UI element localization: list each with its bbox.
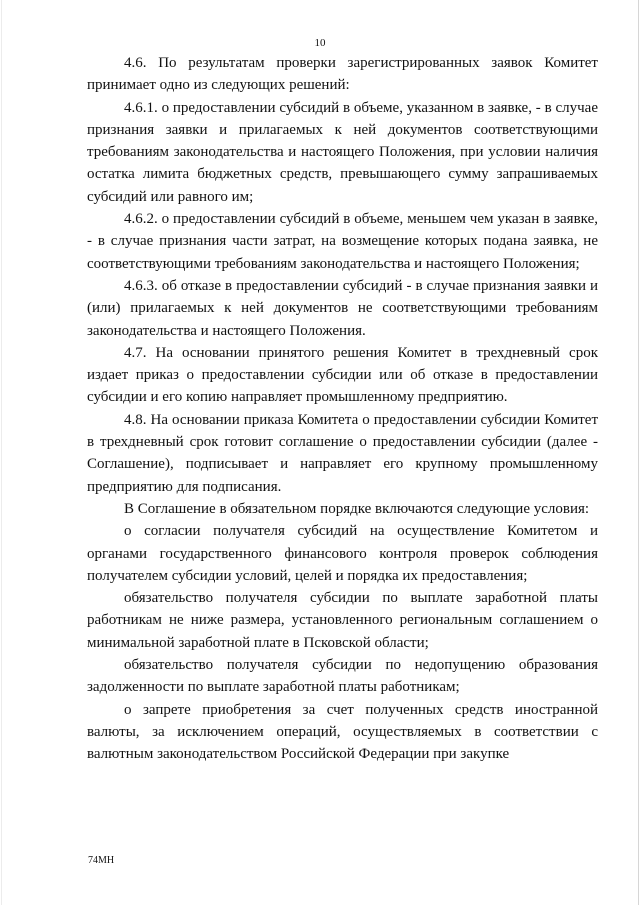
paragraph-condition-minimum-wage: обязательство получателя субсидии по выплате заработной платы работникам не ниже размера, установленного региональным соглашением о минимальной заработной плате в Псковской области;	[87, 590, 598, 651]
paragraph-4-6: 4.6. По результатам проверки зарегистрированных заявок Комитет принимает одно из следующих решений:	[87, 55, 598, 94]
page-number: 10	[314, 37, 326, 49]
paragraph-agreement-conditions-intro: В Соглашение в обязательном порядке включаются следующие условия:	[124, 500, 590, 517]
paragraph-condition-consent-to-inspections: о согласии получателя субсидий на осуществление Комитетом и органами государственного финансового контроля проверок соблюдения получателем субсидии условий, целей и порядка их предоставления;	[87, 523, 598, 584]
paragraph-4-6-2: 4.6.2. о предоставлении субсидий в объеме, меньшем чем указан в заявке, - в случае признания части затрат, на возмещение которых подана заявка, не соответствующими требованиям законодательства и настоящего Положения;	[87, 211, 598, 272]
document-body	[87, 52, 598, 766]
scan-edge-right	[638, 0, 639, 905]
paragraph-4-6-1: 4.6.1. о предоставлении субсидий в объеме, указанном в заявке, - в случае признания заявки и прилагаемых к ней документов соответствующими требованиям законодательства и настоящего Положения, при условии наличия остатка лимита бюджетных средств, превышающего сумму запрашиваемых субсидий или равного им;	[87, 99, 598, 205]
footer-document-code: 74МН	[88, 855, 115, 866]
paragraph-4-7: 4.7. На основании принятого решения Комитет в трехдневный срок издает приказ о предоставлении субсидии или об отказе в предоставлении субсидии и его копию направляет промышленному предприятию.	[87, 344, 598, 406]
paragraph-4-6-3: 4.6.3. об отказе в предоставлении субсидий - в случае признания заявки и (или) прилагаемых к ней документов не соответствующими требованиям законодательства и настоящего Положения.	[87, 277, 598, 339]
scan-edge-left	[1, 0, 2, 905]
paragraph-4-8: 4.8. На основании приказа Комитета о предоставлении субсидии Комитет в трехдневный срок готовит соглашение о предоставлении субсидии (далее - Соглашение), подписывает и направляет его крупному промышленному предприятию для подписания.	[87, 411, 598, 495]
paragraph-condition-no-wage-arrears: обязательство получателя субсидии по недопущению образования задолженности по выплате заработной платы работникам;	[87, 657, 598, 696]
paragraph-condition-currency-ban: о запрете приобретения за счет полученных средств иностранной валюты, за исключением операций, осуществляемых в соответствии с валютным законодательством Российской Федерации при закупке	[87, 701, 598, 763]
